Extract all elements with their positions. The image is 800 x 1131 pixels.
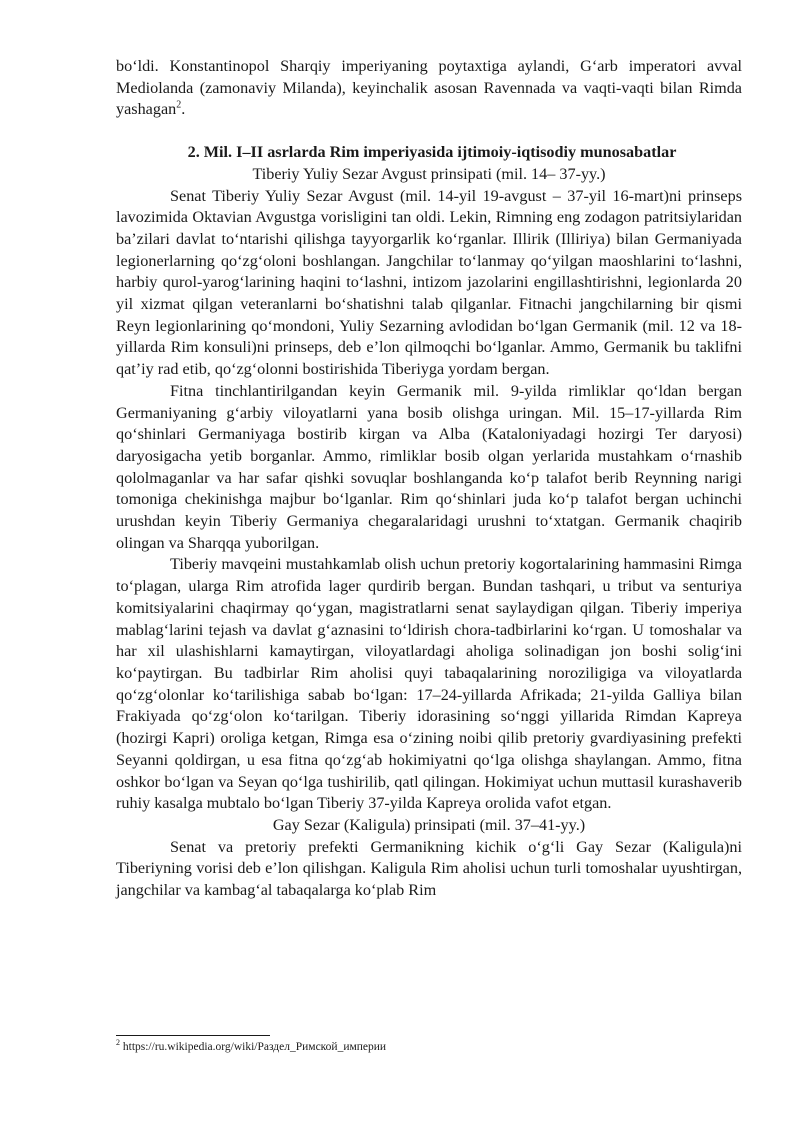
footnote-link[interactable]: https://ru.wikipedia.org/wiki/Раздел_Римской_империи [120, 1041, 387, 1053]
section-heading: 2. Mil. I–II asrlarda Rim imperiyasida ijtimoiy-iqtisodiy munosabatlar [187, 143, 677, 162]
footnote-number: 2 [116, 1038, 120, 1048]
document-page [116, 56, 742, 902]
intro-end: . [181, 100, 186, 119]
paragraph-tiberius-2: Fitna tinchlantirilgandan keyin Germanik mil. 9-yilda rimliklar qo‘ldan bergan Germaniyaning g‘arbiy viloyatlarni yana bosib olishga uringan. Mil. 15–17-yillarda Rim qo‘shinlari Germaniyaga bostirib kirgan va Alba (Kataloniyadagi hozirgi Ter daryosi) daryosigacha yetib borganlar. Ammo, rimliklar bosib olgan yerlarida mustahkam o‘rnashib qololmaganlar va har safar qishki sovuqlar boshlanganda ko‘p talafot berib Reynning narigi tomoniga chekinishga majbur bo‘lganlar. Rim qo‘shinlari juda ko‘p talafot bergan uchinchi urushdan keyin Tiberiy Germaniya chegaralaridagi urushni to‘xtatgan. Germanik chaqirib olingan va Sharqqa yuborilgan. [116, 381, 742, 552]
footnote-divider [116, 1035, 270, 1036]
paragraph-caligula-1: Senat va pretoriy prefekti Germanikning kichik o‘g‘li Gay Sezar (Kaligula)ni Tiberiyning vorisi deb e’lon qilishgan. Kaligula Rim aholisi uchun turli tomoshalar uyushtirgan, jangchilar va kambag‘al tabaqalarga ko‘plab Rim [116, 837, 742, 900]
subheading-tiberius: Tiberiy Yuliy Sezar Avgust prinsipati (mil. 14– 37-yy.) [252, 164, 606, 183]
paragraph-tiberius-1: Senat Tiberiy Yuliy Sezar Avgust (mil. 14-yil 19-avgust – 37-yil 16-mart)ni prinseps lavozimida Oktavian Avgustga vorisligini tan oldi. Lekin, Rimning eng zodagon patritsiylaridan ba’zilari davlat to‘ntarishi qilishga tayyorgarlik ko‘rganlar. Illirik (Illiriya) bilan Germaniyada legionerlarning qo‘zg‘oloni boshlangan. Jangchilar to‘lanmay qo‘yilgan maoshlarini to‘lashni, harbiy qurol-yarog‘larining haqini to‘lashni, intizom jazolarini engillashtirishni, legionlarda 20 yil xizmat qilgan veteranlarni bo‘shatishni talab qilganlar. Fitnachi jangchilarning bir qismi Reyn legionlarining qo‘mondoni, Yuliy Sezarning avlodidan bo‘lgan Germanik (mil. 12 va 18-yillarda Rim konsuli)ni prinseps, deb e’lon qilmoqchi bo‘lganlar. Ammo, Germanik bu taklifni qat’iy rad etib, qo‘zg‘olonni bostirishida Tiberiyga yordam bergan. [116, 186, 742, 379]
subheading-caligula: Gay Sezar (Kaligula) prinsipati (mil. 37–41-yy.) [272, 815, 586, 834]
footnote [116, 1040, 742, 1054]
intro-text: bo‘ldi. Konstantinopol Sharqiy imperiyaning poytaxtiga aylandi, G‘arb imperatori avval Mediolanda (zamonaviy Milanda), keyinchalik asosan Ravennada va vaqti-vaqti bilan Rimda yashagan [116, 57, 742, 119]
intro-paragraph [116, 56, 742, 121]
footnote-reference[interactable]: 2 [176, 100, 182, 112]
paragraph-tiberius-3: Tiberiy mavqeini mustahkamlab olish uchun pretoriy kogortalarining hammasini Rimga to‘plagan, ularga Rim atrofida lager qurdirib bergan. Bundan tashqari, u tribut va senturiya komitsiyalarini chaqirmay qo‘ygan, magistratlarni senat saylaydigan qilgan. Tiberiy imperiya mablag‘larini tejash va davlat g‘aznasini to‘ldirish chora-tadbirlarini ko‘rgan. U tomoshalar va har xil ulashishlarni kamaytirgan, viloyatlardagi aholiga solinadigan jon boshi solig‘ini ko‘paytirgan. Bu tadbirlar Rim aholisi quyi tabaqalarining noroziligiga va viloyatlarda qo‘zg‘olonlar ko‘tarilishiga sabab bo‘lgan: 17–24-yillarda Afrikada; 21-yilda Galliya bilan Frakiyada qo‘zg‘olon ko‘tarilgan. Tiberiy idorasining so‘nggi yillarida Rimdan Kapreya (hozirgi Kapri) oroliga ketgan, Rimga esa o‘zining noibi qilib pretoriy gvardiyasining prefekti Seyanni qoldirgan, u esa fitna qo‘zg‘ab hokimiyatni qo‘lga olishga shaylangan. Ammo, fitna oshkor bo‘lgan va Seyan qo‘lga tushirilib, qatl qilingan. Hokimiyat uchun muttasil kurashaverib ruhiy kasalga mubtalo bo‘lgan Tiberiy 37-yilda Kapreya orolida vafot etgan. [116, 555, 742, 813]
